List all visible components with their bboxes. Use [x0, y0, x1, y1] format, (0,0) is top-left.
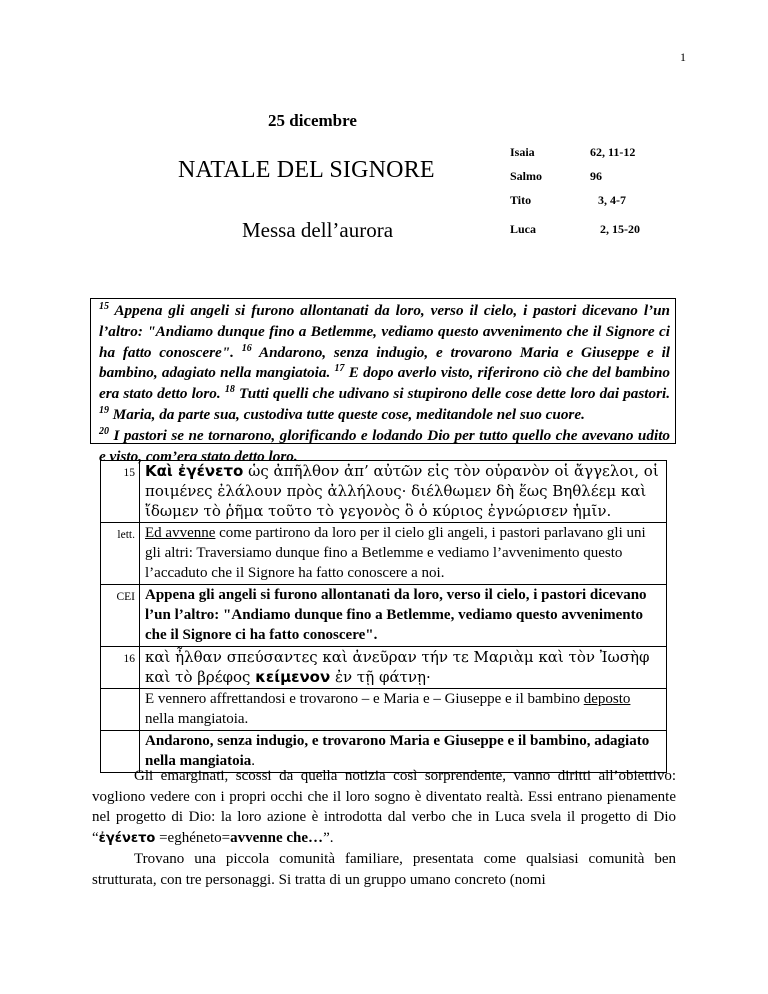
paragraph-text: Gli emarginati, scossi da quella notizia così sorprendente, vanno diritti all’obiettivo: vogliono vedere con i propri occhi che il loro sogno è diventato realtà. Essi entrano pienamente nel progetto di Dio: la loro azione è introdotta dal verbo che in Luca svela il progetto di Dio “	[92, 768, 676, 846]
verse-number: 16	[241, 342, 252, 354]
reading-book: Salmo	[510, 169, 543, 183]
cei-translation: Appena gli angeli si furono allontanati da loro, verso il cielo, i pastori dicevano l’un l’altro: "Andiamo dunque fino a Betlemme, vediamo questo avvenimento che il Signore ci ha fatto conoscere".	[140, 585, 667, 647]
verse-text: Appena gli angeli si furono allontanati da loro, verso il cielo, i pastori dicevano l’un l’altro: "Andiamo dunque fino a Betlemme, vediamo questo avvenimento che il Signore ci ha fatto conoscere".	[99, 302, 670, 361]
cei-bold-text: Andarono, senza indugio, e trovarono Maria e Giuseppe e il bambino, adagiato nella mangiatoia	[145, 733, 650, 769]
literal-translation	[140, 689, 667, 731]
greek-text	[140, 647, 667, 689]
underlined-phrase: Ed avvenne	[145, 525, 216, 541]
greek-keyword: Καὶ ἐγένετο	[145, 462, 244, 480]
gospel-paragraph	[91, 299, 675, 467]
table-row-literal-16	[101, 689, 667, 731]
page-title: NATALE DEL SIGNORE	[178, 157, 435, 183]
greek-rest: ὡς ἀπῆλθον ἀπ’ αὐτῶν εἰς τὸν οὐρανὸν οἱ ἄγγελοι, οἱ ποιμένες ἐλάλουν πρὸς ἀλλήλους· διέλθωμεν δὴ ἕως Βηθλέεμ καὶ ἴδωμεν τὸ ῥῆμα τοῦτο τὸ γεγονὸς ὃ ὁ κύριος ἐγνώρισεν ἡμῖν.	[145, 462, 659, 520]
page-subtitle: Messa dell’aurora	[242, 218, 394, 242]
verse-text: I pastori se ne tornarono, glorificando e lodando Dio per tutto quello che avevano udito e visto, com’era stato detto loro.	[99, 426, 671, 465]
reading-ref: 96	[590, 169, 602, 183]
bold-phrase: avvenne che…	[230, 829, 324, 846]
table-row-cei-15	[101, 585, 667, 647]
row-label: CEI	[101, 585, 140, 647]
greek-word: ἐγένετο	[98, 830, 156, 846]
reading-ref: 62, 11-12	[590, 145, 636, 159]
table-row-greek-15	[101, 461, 667, 523]
verse-number: 18	[224, 384, 235, 396]
closing-quote: ”.	[323, 829, 334, 846]
translation-comparison-table	[100, 460, 667, 773]
verse-text: Andarono, senza indugio, e trovarono Maria e Giuseppe e il bambino, adagiato nella mangiatoia.	[99, 343, 671, 382]
table-row-literal-15	[101, 523, 667, 585]
commentary	[92, 766, 676, 890]
commentary-paragraph: Trovano una piccola comunità familiare, presentata come qualsiasi comunità ben strutturata, con tre personaggi. Si tratta di un gruppo umano concreto (nomi	[92, 851, 676, 888]
greek-keyword: κείμενον	[255, 668, 331, 686]
verse-number: 17	[334, 363, 345, 375]
row-label: 15	[101, 461, 140, 523]
reading-ref: 3, 4-7	[598, 193, 626, 207]
literal-rest: come partirono da loro per il cielo gli angeli, i pastori parlavano gli uni gli altri: Traversiamo dunque fino a Betlemme e vediamo l’avvenimento questo l’accaduto che il Signore ha fatto conoscere a noi.	[145, 525, 646, 581]
verse-text: Tutti quelli che udivano si stupirono delle cose dette loro dai pastori.	[239, 385, 671, 403]
reading-book: Tito	[510, 193, 532, 207]
reading-ref: 2, 15-20	[600, 222, 640, 236]
verse-text: Maria, da parte sua, custodiva tutte queste cose, meditandole nel suo cuore.	[112, 405, 585, 423]
underlined-word: deposto	[583, 691, 631, 707]
verse-number: 15	[99, 300, 109, 312]
gospel-text-box	[90, 298, 676, 465]
greek-pre: καὶ ἦλθαν σπεύσαντες καὶ ἀνεῦραν τήν τε Μαριὰμ καὶ τὸν Ἰωσὴφ καὶ τὸ βρέφος	[145, 648, 650, 686]
feast-date: 25 dicembre	[268, 111, 357, 130]
transliteration: =eghéneto=	[155, 829, 231, 846]
row-label: 16	[101, 647, 140, 689]
reading-book: Luca	[510, 222, 537, 236]
literal-pre: E vennero affrettandosi e trovarono – e Maria e – Giuseppe e il bambino	[145, 691, 584, 707]
greek-text	[140, 461, 667, 523]
reading-book: Isaia	[510, 145, 535, 159]
row-label: lett.	[101, 523, 140, 585]
literal-translation	[140, 523, 667, 585]
greek-post: ἐν τῇ φάτνῃ·	[330, 668, 431, 686]
literal-post: nella mangiatoia.	[145, 711, 249, 727]
table-row-greek-16	[101, 647, 667, 689]
cei-period: .	[251, 753, 256, 769]
verse-number: 19	[99, 404, 109, 416]
page-number: 1	[680, 50, 686, 64]
verse-text: E dopo averlo visto, riferirono ciò che del bambino era stato detto loro.	[99, 364, 671, 403]
commentary-paragraph	[92, 766, 676, 849]
verse-number: 20	[99, 425, 109, 437]
